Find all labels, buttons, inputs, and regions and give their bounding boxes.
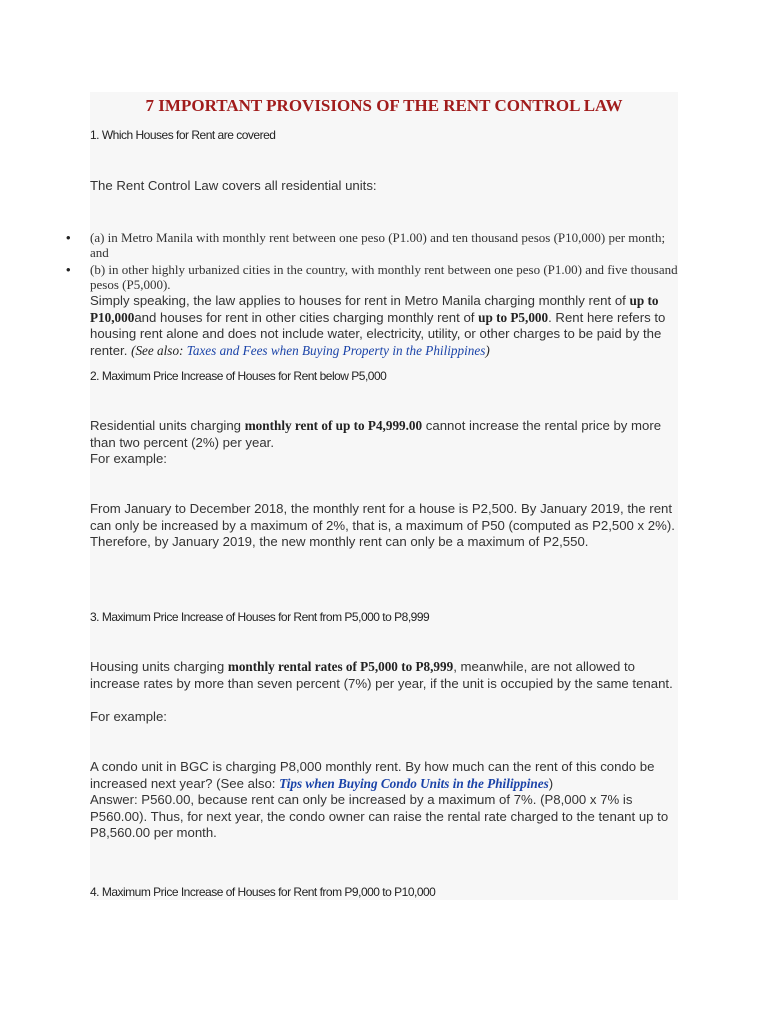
section-2-paragraph	[90, 418, 678, 451]
bullet-dot: •	[66, 230, 71, 245]
section-4-heading: 4. Maximum Price Increase of Houses for Rent from P9,000 to P10,000	[90, 885, 436, 899]
for-example-label: For example:	[90, 709, 167, 724]
section-2-heading: 2. Maximum Price Increase of Houses for Rent below P5,000	[90, 369, 387, 383]
bullet-dot: •	[66, 262, 71, 277]
section-3-heading: 3. Maximum Price Increase of Houses for Rent from P5,000 to P8,999	[90, 610, 430, 624]
text-run: cannot increase the rental price by more than two percent (2%) per year.	[90, 418, 662, 450]
bullet-item-other-cities: (b) in other highly urbanized cities in the country, with monthly rent between one peso (P1.00) and five thousand pesos (P5,000).	[90, 262, 678, 292]
section-1-intro: The Rent Control Law covers all residential units:	[90, 178, 377, 193]
bold-run: monthly rental rates of P5,000 to P8,999	[227, 659, 454, 674]
section-1-heading: 1. Which Houses for Rent are covered	[90, 128, 276, 142]
for-example-label: For example:	[90, 451, 167, 466]
text-run: Simply speaking, the law applies to houses for rent in Metro Manila charging monthly rent of	[90, 293, 630, 308]
see-also-suffix: )	[485, 342, 490, 358]
text-run: and houses for rent in other cities charging monthly rent of	[134, 309, 479, 325]
text-run: , meanwhile, are not allowed to increase rates by more than seven percent (7%) per year, if the unit is occupied by the same tenant.	[90, 659, 673, 691]
bold-run: up to P5,000	[478, 309, 549, 325]
text-run: )	[548, 775, 554, 791]
text-run: Residential units charging	[90, 418, 245, 433]
section-3-paragraph	[90, 659, 678, 692]
see-also-prefix: (See also:	[131, 342, 187, 358]
bold-run: monthly rent of up to P4,999.00	[244, 418, 423, 433]
section-2-example: From January to December 2018, the monthly rent for a house is P2,500. By January 2019, the rent can only be increased by a maximum of 2%, that is, a maximum of P50 (computed as P2,500 x 2%). Therefore, by January 2019, the new monthly rent can only be a maximum of P2,550.	[90, 501, 675, 549]
bold-run: up to P10,000	[90, 293, 659, 325]
text-run: A condo unit in BGC is charging P8,000 monthly rent. By how much can the rent of this condo be increased next year? (See also:	[90, 759, 655, 791]
section-1-paragraph	[90, 293, 678, 359]
condo-tips-link[interactable]: Tips when Buying Condo Units in the Philippines	[279, 775, 549, 791]
section-3-answer: Answer: P560.00, because rent can only be increased by a maximum of 7%. (P8,000 x 7% is P560.00). Thus, for next year, the condo owner can raise the rental rate charged to the tenant up to P8,560.00 per month.	[90, 792, 669, 840]
bullet-item-metro-manila: (a) in Metro Manila with monthly rent between one peso (P1.00) and ten thousand pesos (P10,000) per month; and	[90, 230, 666, 260]
taxes-and-fees-link[interactable]: Taxes and Fees when Buying Property in the Philippines	[186, 342, 486, 358]
section-3-example	[90, 759, 678, 792]
text-run: . Rent here refers to housing rent alone and does not include water, electricity, utility, or other charges to be paid by the renter.	[90, 309, 666, 358]
text-run: Housing units charging	[90, 659, 228, 674]
document-title: 7 IMPORTANT PROVISIONS OF THE RENT CONTROL LAW	[145, 96, 623, 115]
